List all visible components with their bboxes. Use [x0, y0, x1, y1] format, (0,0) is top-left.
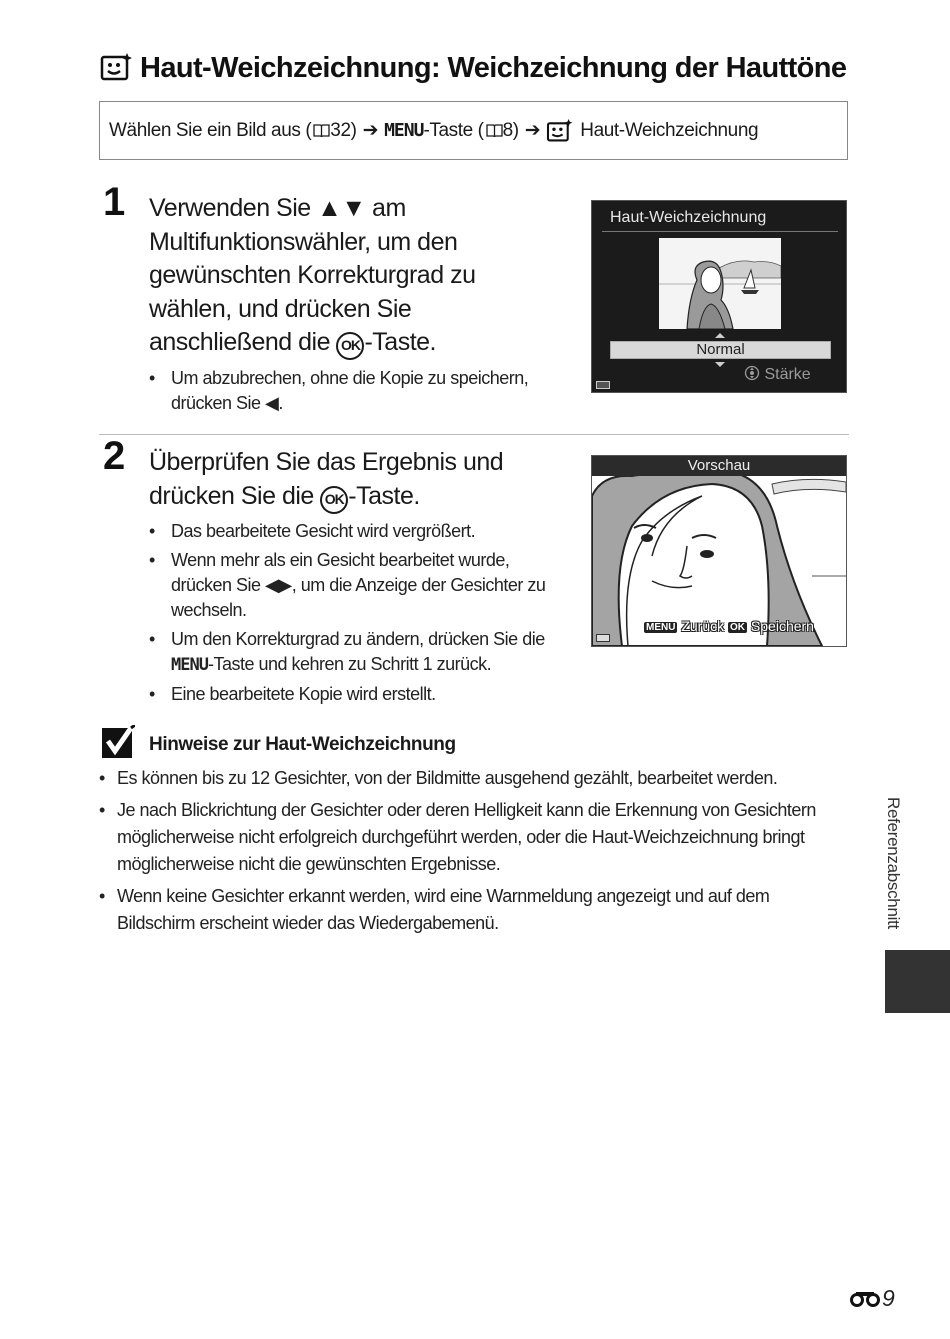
list-item: • Wenn keine Gesichter erkannt werden, wird eine Warnmeldung angezeigt und auf dem Bildschirm erscheint wieder das Wiedergabemenü. [99, 883, 839, 937]
page-number-text: 9 [882, 1285, 895, 1311]
section-divider [99, 434, 849, 435]
note-list [99, 765, 839, 942]
menu-key-icon: MENU [646, 622, 676, 633]
title-text: Haut-Weichzeichnung: Weichzeichnung der Hauttöne [140, 51, 847, 84]
section-tab-text: Referenzabschnitt [884, 797, 903, 929]
up-arrow-icon [715, 333, 725, 338]
preview-photo [659, 238, 781, 329]
path-ref-page: 8 [502, 119, 513, 141]
screen-title: Vorschau [592, 456, 846, 476]
menu-path-box [99, 101, 848, 160]
strength-label: Stärke [764, 366, 811, 383]
list-item: • Um abzubrechen, ohne die Kopie zu speichern, drücken Sie ◀. [149, 366, 529, 416]
path-text: Haut-Weichzeichnung [580, 119, 759, 141]
step-bullets [149, 519, 569, 711]
strength-hint [744, 365, 811, 384]
step-instruction [149, 446, 569, 514]
book-reference-icon [486, 124, 503, 138]
back-label: Zurück [681, 618, 725, 634]
list-item-text: Um den Korrekturgrad zu ändern, drücken Sie die [171, 629, 545, 649]
menu-button-label: MENU [384, 120, 424, 141]
step-number: 1 [103, 180, 126, 224]
screen-title: Haut-Weichzeichnung [610, 209, 767, 226]
section-tab-label [883, 797, 923, 937]
menu-button-label: MENU [171, 655, 208, 675]
battery-icon [596, 381, 610, 389]
step-text: -Taste. [348, 481, 420, 510]
path-ref-page: 32 [330, 119, 351, 141]
path-text: Wählen Sie ein Bild aus ( [109, 119, 312, 141]
step-text: Überprüfen Sie das Ergebnis und drücken Sie die [149, 448, 504, 510]
list-item-text: -Taste und kehren zu Schritt 1 zurück. [207, 654, 492, 674]
skin-softening-icon [100, 52, 132, 84]
ok-key-icon: OK [730, 622, 746, 633]
camera-screen-preview [591, 455, 847, 647]
page-title [100, 48, 860, 88]
skin-softening-icon [546, 119, 574, 143]
ok-button-icon: OK [320, 486, 348, 514]
ok-button-icon: OK [336, 332, 364, 360]
list-item: • Wenn mehr als ein Gesicht bearbeitet wurde, drücken Sie ◀▶, um die Anzeige der Gesichter zu wechseln. [149, 548, 569, 623]
camera-screen-skin-softening [591, 200, 847, 393]
path-text: -Taste ( [423, 119, 484, 141]
arrow-right-icon: ➔ [362, 120, 379, 141]
list-item: • Je nach Blickrichtung der Gesichter oder deren Helligkeit kann die Erkennung von Gesichtern möglicherweise nicht erfolgreich durchgeführt werden, oder die Haut-Weichzeichnung bringt möglicherweise nicht die gewünschten Ergebnisse. [99, 797, 839, 878]
strength-selector: Normal [610, 341, 831, 359]
screen-controls-hint [644, 618, 814, 634]
page-number [850, 1285, 895, 1312]
list-item [149, 627, 569, 678]
book-reference-icon [313, 124, 330, 138]
step-bullets [149, 366, 529, 420]
divider [602, 231, 838, 232]
list-item: • Das bearbeitete Gesicht wird vergrößert. [149, 519, 569, 544]
step-instruction [149, 192, 549, 360]
down-arrow-icon [715, 362, 725, 367]
path-text: ) [350, 119, 357, 141]
step-text: Verwenden Sie ▲▼ am Multifunktionswähler, um den gewünschten Korrekturgrad zu wählen, und drücken Sie anschließend die [149, 194, 476, 356]
step-number: 2 [103, 434, 126, 478]
step-text: -Taste. [364, 328, 436, 356]
arrow-right-icon: ➔ [524, 120, 541, 141]
multi-selector-icon [744, 365, 760, 381]
path-text: ) [512, 119, 519, 141]
list-item: • Es können bis zu 12 Gesichter, von der Bildmitte ausgehend gezählt, bearbeitet werden. [99, 765, 839, 792]
save-label: Speichern [750, 618, 814, 634]
list-item: • Eine bearbeitete Kopie wird erstellt. [149, 682, 569, 707]
note-title: Hinweise zur Haut-Weichzeichnung [149, 734, 456, 755]
battery-icon [596, 634, 610, 642]
section-tab-marker [885, 950, 950, 1013]
reference-section-icon [850, 1290, 880, 1308]
note-check-icon [101, 725, 135, 759]
